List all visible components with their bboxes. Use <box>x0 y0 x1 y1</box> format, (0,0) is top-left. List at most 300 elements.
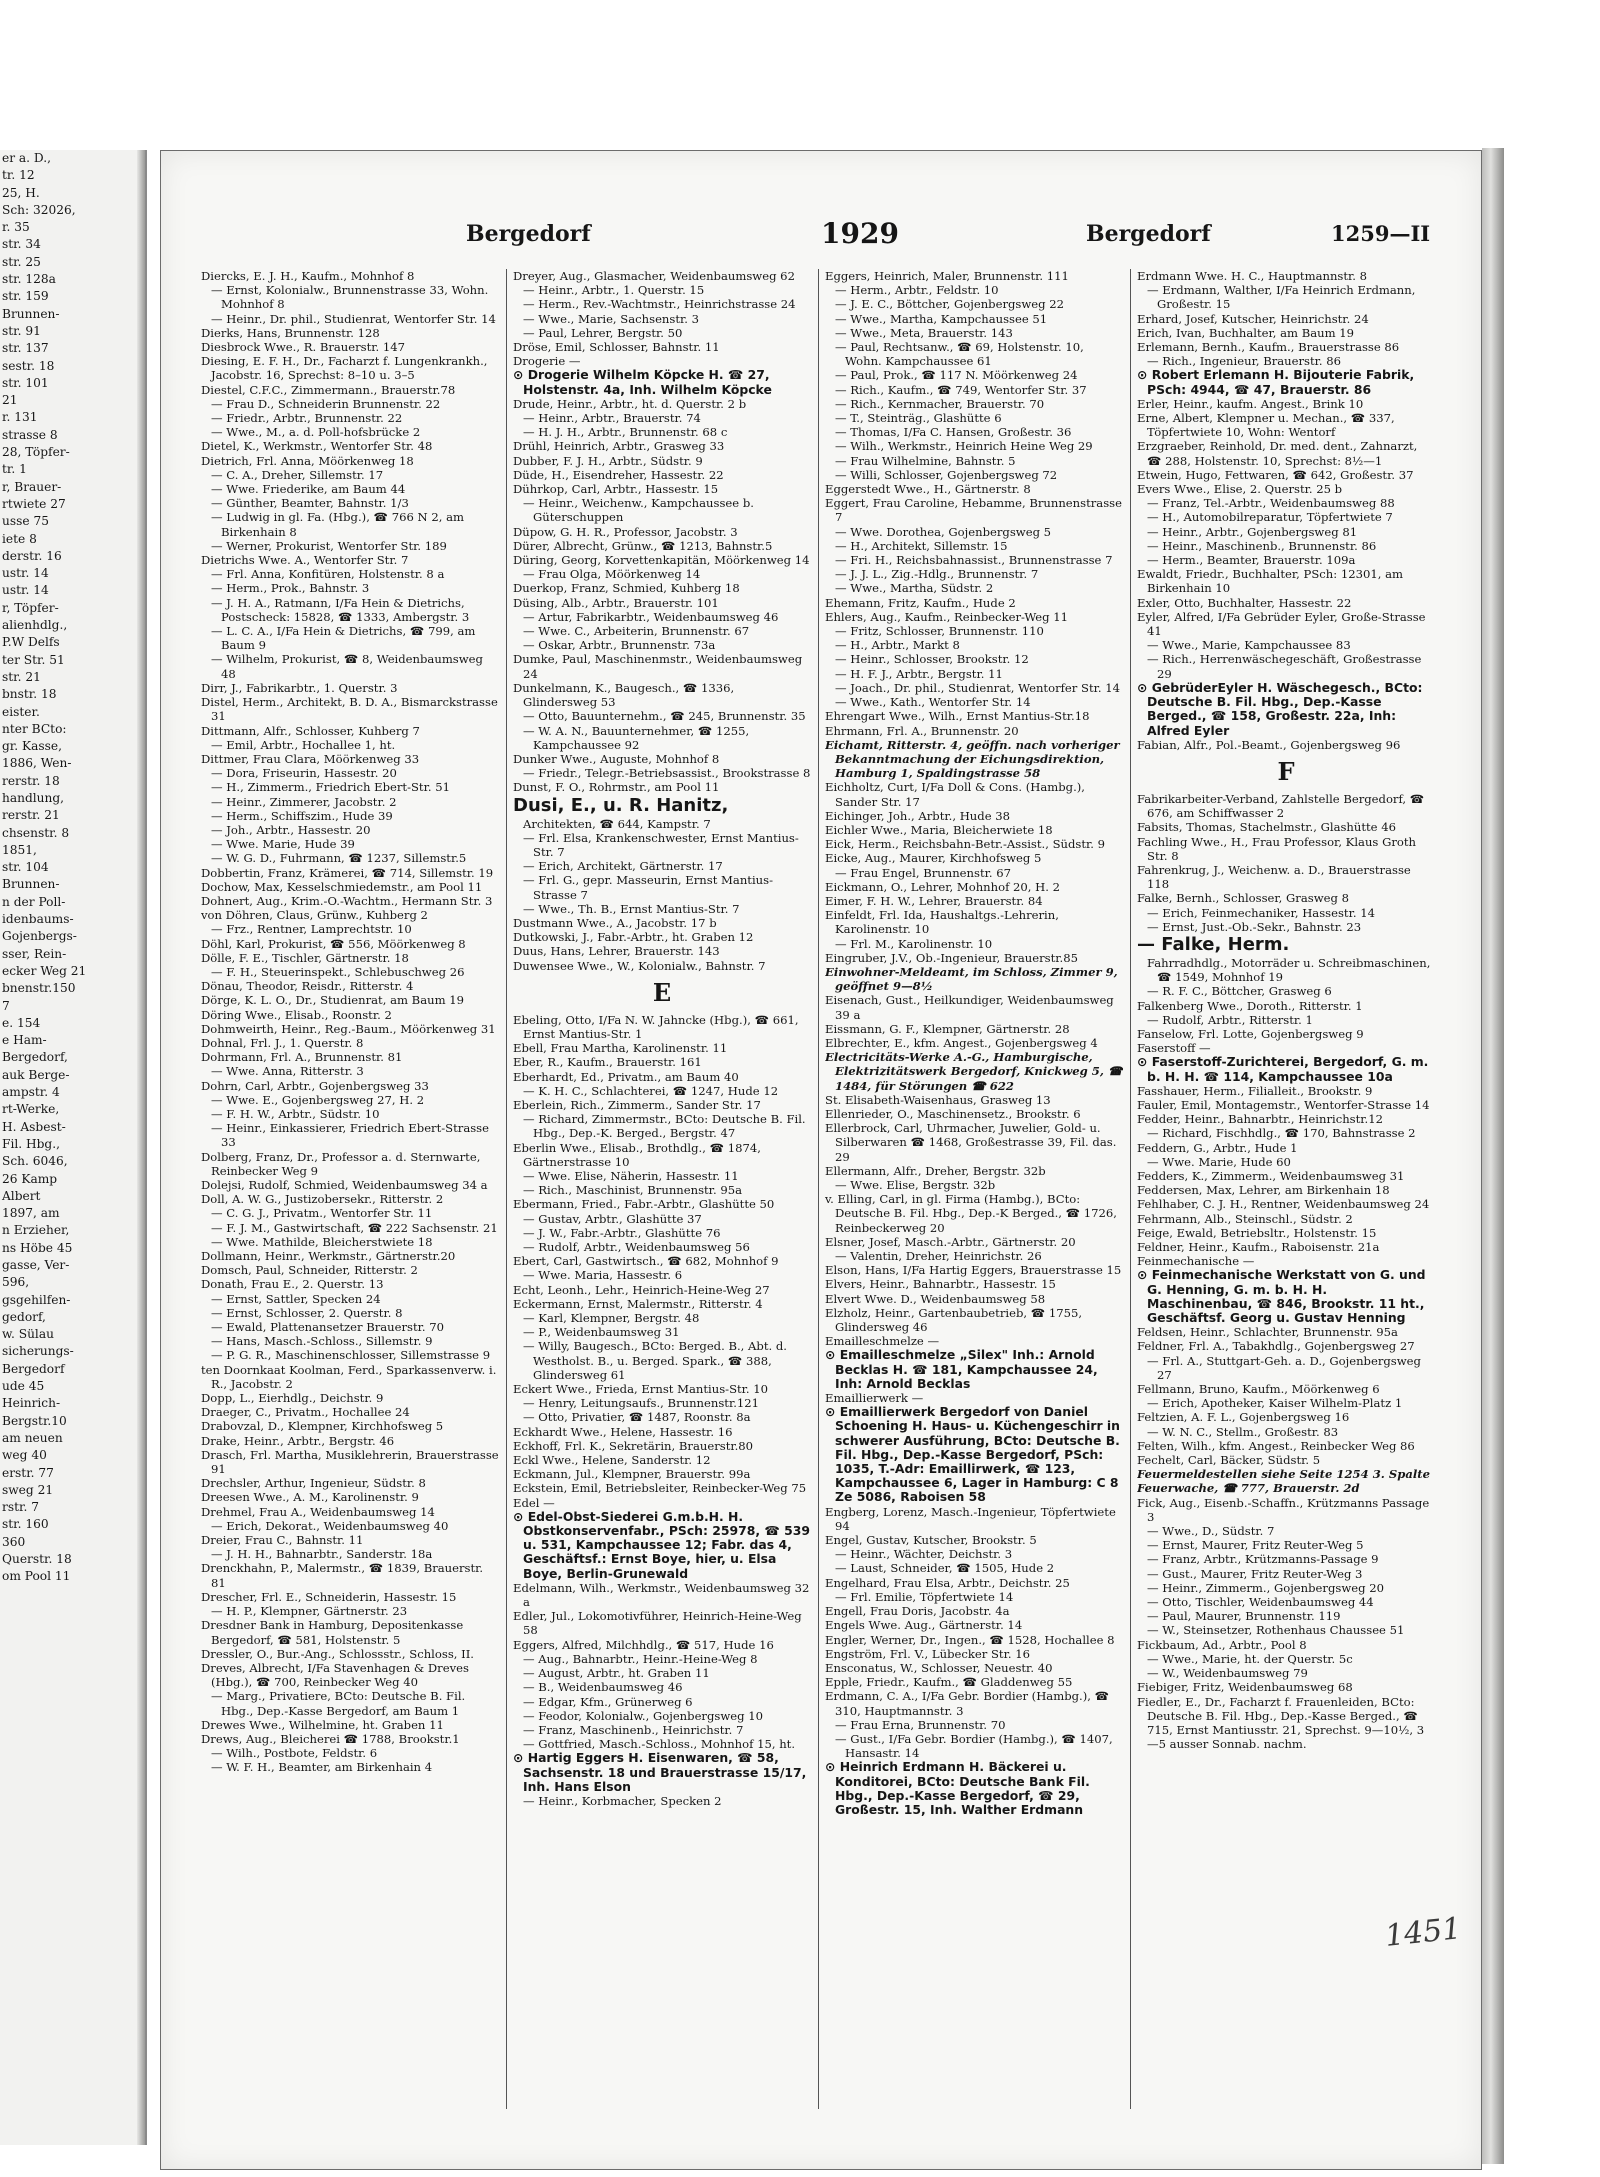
directory-entry: — Joach., Dr. phil., Studienrat, Wentorfer Str. 14 <box>835 680 1120 695</box>
directory-entry: Architekten, ☎ 644, Kampstr. 7 <box>523 816 711 831</box>
directory-entry: Edler, Jul., Lokomotivführer, Heinrich-Heine-Weg 58 <box>513 1609 802 1638</box>
previous-page-line: alienhdlg., <box>2 618 68 633</box>
previous-page-line: ecker Weg 21 <box>2 963 87 978</box>
directory-entry: Fedder, Heinr., Bahnarbtr., Heinrichstr.12 <box>1137 1112 1383 1127</box>
directory-entry: Eimer, F. H. W., Lehrer, Brauerstr. 84 <box>825 893 1043 908</box>
directory-entry: Epple, Friedr., Kaufm., ☎ Gladdenweg 55 <box>825 1675 1073 1690</box>
directory-entry: Ebell, Frau Martha, Karolinenstr. 11 <box>513 1041 728 1056</box>
previous-page-line: str. 128a <box>2 272 56 287</box>
directory-entry: — Fri. H., Reichsbahnassist., Brunnenstrasse 7 <box>835 553 1113 568</box>
directory-entry: — Paul, Rechtsanw., ☎ 69, Holstenstr. 10, Wohn. Kampchaussee 61 <box>835 340 1084 369</box>
previous-page-line: nter BCto: <box>2 721 67 736</box>
previous-page-line: 360 <box>2 1534 26 1549</box>
previous-page-line: eister. <box>2 704 40 719</box>
directory-entry: Ehrmann, Frl. A., Brunnenstr. 20 <box>825 723 1019 738</box>
directory-entry: — Frl. A., Stuttgart-Geh. a. D., Gojenbergsweg 27 <box>1147 1353 1421 1382</box>
directory-entry: Feige, Ewald, Betriebsltr., Holstenstr. 15 <box>1137 1225 1377 1240</box>
directory-entry: — Otto, Bauunternehm., ☎ 245, Brunnenstr. 35 <box>523 709 806 724</box>
previous-page-line: 28, Töpfer- <box>2 445 70 460</box>
directory-entry: Fabian, Alfr., Pol.-Beamt., Gojenbergsweg 96 <box>1137 737 1401 752</box>
previous-page-line: usse 75 <box>2 514 49 529</box>
directory-entry: Dresdner Bank in Hamburg, Depositenkasse Bergedorf, ☎ 581, Holstenstr. 5 <box>201 1618 464 1647</box>
directory-entry: — Heinr., Arbtr., Brauerstr. 74 <box>523 411 701 426</box>
directory-entry: — Ludwig in gl. Fa. (Hbg.), ☎ 766 N 2, am Birkenhain 8 <box>211 510 464 539</box>
directory-entry: Fasshauer, Herm., Filialleit., Brookstr. 9 <box>1137 1083 1373 1098</box>
directory-entry: — C. A., Dreher, Sillemstr. 17 <box>211 467 384 482</box>
directory-entry: — Wwe., Marie, Kampchaussee 83 <box>1147 638 1351 653</box>
previous-page-line: 25, H. <box>2 185 40 200</box>
directory-entry: Ebeling, Otto, I/Fa N. W. Jahncke (Hbg.), ☎ 661, Ernst Mantius-Str. 1 <box>513 1012 799 1041</box>
directory-entry: Eyler, Alfred, I/Fa Gebrüder Eyler, Große-Strasse 41 <box>1137 609 1426 639</box>
business-advertisement: ⊙ Heinrich Erdmann H. Bäckerei u. Konditorei, BCto: Deutsche Bank Fil. Hbg., Dep.-Kasse Bergedorf, ☎ 29, Großestr. 15, Inh. Walther Erdmann <box>825 1759 1090 1817</box>
previous-page-line: Sch: 32026, <box>2 202 76 217</box>
previous-page-line: iete 8 <box>2 531 37 546</box>
directory-entry: — Willy, Baugesch., BCto: Berged. B., Abt. d. Westholst. B., u. Berged. Spark., ☎ 388, Glindersweg 61 <box>523 1339 787 1382</box>
directory-entry: Doll, A. W. G., Justizobersekr., Ritterstr. 2 <box>201 1192 444 1207</box>
directory-entry: — Emil, Arbtr., Hochallee 1, ht. <box>211 737 396 752</box>
directory-entry: Eckhoff, Frl. K., Sekretärin, Brauerstr.80 <box>513 1438 754 1453</box>
directory-entry: Fabrikarbeiter-Verband, Zahlstelle Bergedorf, ☎ 676, am Schiffwasser 2 <box>1137 791 1425 821</box>
directory-entry: Dunkelmann, K., Baugesch., ☎ 1336, Glindersweg 53 <box>513 680 735 710</box>
previous-page-line: tr. 1 <box>2 462 27 477</box>
directory-entry: Dubber, F. J. H., Arbtr., Südstr. 9 <box>513 453 703 468</box>
directory-entry: Eckmann, Jul., Klempner, Brauerstr. 99a <box>513 1467 751 1482</box>
directory-entry: Drenckhahn, P., Malermstr., ☎ 1839, Brauerstr. 81 <box>201 1561 484 1590</box>
directory-entry: — H. J. H., Arbtr., Brunnenstr. 68 c <box>523 425 728 440</box>
directory-entry: — Wilh., Werkmstr., Heinrich Heine Weg 29 <box>835 439 1093 454</box>
previous-page-line: Albert <box>2 1188 41 1203</box>
directory-entry: Engler, Werner, Dr., Ingen., ☎ 1528, Hochallee 8 <box>825 1632 1115 1647</box>
previous-page-line: 596, <box>2 1275 30 1290</box>
directory-entry: Dopp, L., Eierhdlg., Deichstr. 9 <box>201 1391 384 1406</box>
directory-entry: Duwensee Wwe., W., Kolonialw., Bahnstr. 7 <box>513 958 766 973</box>
directory-entry: Erlemann, Bernh., Kaufm., Brauerstrasse 86 <box>1137 340 1400 355</box>
column-3 <box>825 269 1123 2109</box>
directory-entry: Drehmel, Frau A., Weidenbaumsweg 14 <box>201 1504 435 1519</box>
previous-page-line: ampstr. 4 <box>2 1085 60 1100</box>
directory-entry: — Otto, Privatier, ☎ 1487, Roonstr. 8a <box>523 1410 751 1425</box>
directory-entry: Engel, Gustav, Kutscher, Brookstr. 5 <box>825 1533 1037 1548</box>
directory-entry: Düde, H., Eisendreher, Hassestr. 22 <box>513 467 724 482</box>
directory-entry: — B., Weidenbaumsweg 46 <box>523 1680 683 1695</box>
directory-page <box>160 150 1482 2170</box>
previous-page-line: Bergedorf, <box>2 1050 68 1065</box>
directory-entry: Dührkop, Carl, Arbtr., Hassestr. 15 <box>513 482 719 497</box>
directory-entry: — Wwe. Elise, Näherin, Hassestr. 11 <box>523 1168 739 1183</box>
section-letter: E <box>652 977 672 1007</box>
previous-page-line: str. 91 <box>2 323 41 338</box>
previous-page-line: 26 Kamp <box>2 1171 58 1186</box>
previous-page-line: r, Brauer- <box>2 479 62 494</box>
directory-entry: Dolberg, Franz, Dr., Professor a. d. Sternwarte, Reinbecker Weg 9 <box>201 1149 481 1178</box>
previous-page-line: Bergstr.10 <box>2 1413 67 1428</box>
directory-entry: Eckl Wwe., Helene, Sanderstr. 12 <box>513 1453 711 1468</box>
directory-entry: — J. J. L., Zig.-Hdlg., Brunnenstr. 7 <box>835 567 1039 582</box>
directory-entry: — Frau Olga, Möörkenweg 14 <box>523 567 701 582</box>
directory-entry: — Oskar, Arbtr., Brunnenstr. 73a <box>523 638 716 653</box>
header-page-number: 1259—II <box>1331 221 1431 246</box>
directory-entry: — Valentin, Dreher, Heinrichstr. 26 <box>835 1249 1042 1264</box>
previous-page-line: str. 101 <box>2 375 49 390</box>
previous-page-line: n der Poll- <box>2 894 66 909</box>
directory-entry: Erzgraeber, Reinhold, Dr. med. dent., Zahnarzt, ☎ 288, Holstenstr. 10, Sprechst: 8½—1 <box>1137 439 1418 468</box>
directory-entry: — Ernst, Just.-Ob.-Sekr., Bahnstr. 23 <box>1147 919 1362 934</box>
directory-entry: — W. G. D., Fuhrmann, ☎ 1237, Sillemstr.5 <box>211 851 467 866</box>
directory-entry: — Wwe., Kath., Wentorfer Str. 14 <box>835 695 1031 710</box>
directory-entry: ten Doornkaat Koolman, Ferd., Sparkassenverw. i. R., Jacobstr. 2 <box>201 1362 497 1391</box>
directory-entry: Eckermann, Ernst, Malermstr., Ritterstr. 4 <box>513 1296 763 1311</box>
previous-page-line: 1897, am <box>2 1206 60 1221</box>
directory-entry: Eingruber, J.V., Ob.-Ingenieur, Brauerstr.85 <box>825 950 1078 965</box>
directory-entry: — Heinr., Maschinenb., Brunnenstr. 86 <box>1147 538 1377 553</box>
directory-entry: — Wwe., Martha, Kampchaussee 51 <box>835 311 1048 326</box>
directory-entry: — Heinr., Zimmerer, Jacobstr. 2 <box>211 794 397 809</box>
directory-entry: Fechelt, Carl, Bäcker, Südstr. 5 <box>1137 1453 1321 1468</box>
previous-page-line: er a. D., <box>2 151 52 165</box>
highlighted-entry: Dusi, E., u. R. Hanitz, <box>513 794 729 816</box>
directory-entry: — Frl. M., Karolinenstr. 10 <box>835 936 993 951</box>
directory-entry: Ensconatus, W., Schlosser, Neuestr. 40 <box>825 1660 1053 1675</box>
directory-entry: Elzholz, Heinr., Gartenbaubetrieb, ☎ 1755, Glindersweg 46 <box>825 1305 1083 1335</box>
directory-entry: — Franz, Maschinenb., Heinrichstr. 7 <box>523 1722 744 1737</box>
directory-entry: — H., Automobilreparatur, Töpfertwiete 7 <box>1147 510 1393 525</box>
directory-entry: v. Elling, Carl, in gl. Firma (Hambg.), BCto: Deutsche B. Fil. Hbg., Dep.-K Berged., ☎ 1726, Reinbeckerweg 20 <box>825 1192 1117 1235</box>
previous-page-line: handlung, <box>2 790 65 805</box>
directory-entry: — August, Arbtr., ht. Graben 11 <box>523 1666 710 1681</box>
directory-entry: Duus, Hans, Lehrer, Brauerstr. 143 <box>513 944 720 959</box>
directory-entry: Donath, Frau E., 2. Querstr. 13 <box>201 1277 384 1292</box>
previous-page-line: str. 137 <box>2 341 49 356</box>
directory-entry: Emaillierwerk — <box>825 1391 924 1406</box>
directory-entry: Drasch, Frl. Martha, Musiklehrerin, Brauerstrasse 91 <box>201 1447 499 1477</box>
previous-page-line: Brunnen- <box>2 306 60 321</box>
previous-page-line: weg 40 <box>2 1448 47 1463</box>
directory-entry: — Wilhelm, Prokurist, ☎ 8, Weidenbaumsweg 48 <box>211 652 483 681</box>
directory-entry: — Werner, Prokurist, Wentorfer Str. 189 <box>211 538 447 553</box>
directory-entry: — Heinr., Wächter, Deichstr. 3 <box>835 1547 1013 1562</box>
directory-entry: — R. F. C., Böttcher, Grasweg 6 <box>1147 984 1332 999</box>
highlighted-entry: — Falke, Herm. <box>1137 933 1290 955</box>
directory-entry: — Richard, Fischhdlg., ☎ 170, Bahnstrasse 2 <box>1147 1126 1416 1141</box>
previous-page-line: H. Asbest- <box>2 1119 66 1134</box>
directory-entry: Drake, Heinr., Arbtr., Bergstr. 46 <box>201 1433 395 1448</box>
directory-entry: Fick, Aug., Eisenb.-Schaffn., Krützmanns Passage 3 <box>1137 1495 1430 1524</box>
directory-entry: Fahrradhdlg., Motorräder u. Schreibmaschinen, ☎ 1549, Mohnhof 19 <box>1147 955 1431 985</box>
directory-entry: — Frau Erna, Brunnenstr. 70 <box>835 1717 1006 1732</box>
directory-entry: Elvert Wwe. D., Weidenbaumsweg 58 <box>825 1291 1046 1306</box>
directory-entry: — W. F. H., Beamter, am Birkenhain 4 <box>211 1760 433 1775</box>
directory-entry: Elvers, Heinr., Bahnarbtr., Hassestr. 15 <box>825 1277 1056 1292</box>
directory-entry: — Ernst, Kolonialw., Brunnenstrasse 33, Wohn. Mohnhof 8 <box>211 283 489 312</box>
directory-entry: Fanselow, Frl. Lotte, Gojenbergsweg 9 <box>1137 1026 1364 1041</box>
directory-entry: Dollmann, Heinr., Werkmstr., Gärtnerstr.20 <box>201 1249 456 1264</box>
directory-entry: Dietel, K., Werkmstr., Wentorfer Str. 48 <box>201 439 433 454</box>
directory-entry: — Wwe. Friederike, am Baum 44 <box>211 482 406 497</box>
directory-entry: — Paul, Maurer, Brunnenstr. 119 <box>1147 1609 1341 1624</box>
directory-entry: — Wwe. Maria, Hassestr. 6 <box>523 1268 683 1283</box>
directory-entry: Feddersen, Max, Lehrer, am Birkenhain 18 <box>1137 1183 1390 1198</box>
directory-entry: Fehrmann, Alb., Steinschl., Südstr. 2 <box>1137 1211 1353 1226</box>
directory-entry: Eichholtz, Curt, I/Fa Doll & Cons. (Hambg.), Sander Str. 17 <box>825 780 1085 809</box>
previous-page-line: Gojenbergs- <box>2 929 77 944</box>
previous-page-line: e. 154 <box>2 1015 41 1030</box>
directory-entry: — J. W., Fabr.-Arbtr., Glashütte 76 <box>523 1225 721 1240</box>
directory-entry: — Wwe. Marie, Hude 60 <box>1147 1154 1291 1169</box>
directory-entry: Dreesen Wwe., A. M., Karolinenstr. 9 <box>201 1490 419 1505</box>
directory-entry: — Hans, Masch.-Schloss., Sillemstr. 9 <box>211 1334 433 1349</box>
previous-page-line: n Erzieher, <box>2 1223 70 1238</box>
directory-entry: Evers Wwe., Elise, 2. Querstr. 25 b <box>1137 482 1343 497</box>
directory-entry: Dölle, F. E., Tischler, Gärtnerstr. 18 <box>201 950 409 965</box>
directory-entry: Domsch, Paul, Schneider, Ritterstr. 2 <box>201 1263 418 1278</box>
directory-entry: — Herm., Beamter, Brauerstr. 109a <box>1147 553 1356 568</box>
previous-page-line: ns Höbe 45 <box>2 1240 73 1255</box>
directory-entry: — P. G. R., Maschinenschlosser, Sillemstrasse 9 <box>211 1348 491 1363</box>
previous-page-line: w. Sülau <box>2 1327 54 1342</box>
directory-entry: Erne, Albert, Klempner u. Mechan., ☎ 337, Töpfertwiete 10, Wohn: Wentorf <box>1137 411 1395 440</box>
previous-page-line: 7 <box>2 998 10 1013</box>
directory-entry: — W., Weidenbaumsweg 79 <box>1147 1666 1308 1681</box>
directory-entry: — Frau D., Schneiderin Brunnenstr. 22 <box>211 396 441 411</box>
column-divider <box>1130 269 1131 2109</box>
previous-page-line: chsenstr. 8 <box>2 825 70 840</box>
directory-entry: Feinmechanische — <box>1137 1254 1255 1269</box>
directory-entry: Fiedler, E., Dr., Facharzt f. Frauenleiden, BCto: Deutsche B. Fil. Hbg., Dep.-Kasse Berged., ☎ 715, Ernst Mantiusstr. 21, Sprechst. 9—10½, 3—5 ausser Sonnab. nachm. <box>1137 1694 1425 1752</box>
directory-entry: Eggerstedt Wwe., H., Gärtnerstr. 8 <box>825 482 1031 497</box>
directory-entry: Edelmann, Wilh., Werkmstr., Weidenbaumsweg 32 a <box>513 1580 810 1610</box>
directory-entry: Ebermann, Fried., Fabr.-Arbtr., Glashütte 50 <box>513 1197 775 1212</box>
column-divider <box>818 269 819 2109</box>
directory-entry: Drude, Heinr., Arbtr., ht. d. Querstr. 2 b <box>513 396 747 411</box>
directory-entry: Einfeldt, Frl. Ida, Haushaltgs.-Lehrerin, Karolinenstr. 10 <box>825 908 1059 937</box>
section-letter: F <box>1277 756 1295 786</box>
previous-page-line: r. 131 <box>2 410 38 425</box>
previous-page-line: tr. 12 <box>2 168 35 183</box>
directory-entry: Feltzien, A. F. L., Gojenbergsweg 16 <box>1137 1410 1350 1425</box>
directory-entry: Eckstein, Emil, Betriebsleiter, Reinbecker-Weg 75 <box>513 1481 807 1496</box>
directory-entry: Fellmann, Bruno, Kaufm., Möörkenweg 6 <box>1137 1382 1380 1397</box>
previous-page-line: 1886, Wen- <box>2 756 72 771</box>
previous-page-line: ustr. 14 <box>2 583 49 598</box>
institution-entry: Feuermeldestellen siehe Seite 1254 3. Spalte <box>1137 1467 1430 1482</box>
directory-entry: Ehrengart Wwe., Wilh., Ernst Mantius-Str.18 <box>825 709 1090 724</box>
directory-entry: Dreyer, Aug., Glasmacher, Weidenbaumsweg 62 <box>513 269 795 283</box>
directory-entry: — Erich, Architekt, Gärtnerstr. 17 <box>523 859 723 874</box>
previous-page-line: auk Berge- <box>2 1067 70 1082</box>
directory-entry: — Heinr., Schlosser, Brookstr. 12 <box>835 652 1029 667</box>
directory-entry: — Heinr., Weichenw., Kampchaussee b. Güterschuppen <box>523 496 754 525</box>
directory-entry: Dürer, Albrecht, Grünw., ☎ 1213, Bahnstr.5 <box>513 538 773 553</box>
directory-entry: Duerkop, Franz, Schmied, Kuhberg 18 <box>513 581 740 596</box>
directory-entry: — Rich., Kaufm., ☎ 749, Wentorfer Str. 37 <box>835 382 1087 397</box>
directory-entry: — Rich., Kernmacher, Brauerstr. 70 <box>835 396 1045 411</box>
directory-entry: Engelhard, Frau Elsa, Arbtr., Deichstr. 25 <box>825 1575 1070 1590</box>
previous-page-line: erstr. 77 <box>2 1465 54 1480</box>
directory-entry: — H. F. J., Arbtr., Bergstr. 11 <box>835 666 1003 681</box>
directory-entry: — Erdmann, Walther, I/Fa Heinrich Erdmann, Großestr. 15 <box>1147 283 1416 312</box>
previous-page-line: rstr. 7 <box>2 1500 39 1515</box>
column-4 <box>1137 269 1435 2109</box>
previous-page-line: Bergedorf <box>2 1361 65 1376</box>
directory-entry: Erdmann, C. A., I/Fa Gebr. Bordier (Hambg.), ☎ 310, Hauptmannstr. 3 <box>825 1689 1110 1718</box>
directory-entry: — Heinr., Einkassierer, Friedrich Ebert-Strasse 33 <box>211 1121 489 1150</box>
previous-page-line: om Pool 11 <box>2 1569 71 1584</box>
column-2 <box>513 269 811 2109</box>
directory-entry: — Dora, Friseurin, Hassestr. 20 <box>211 766 397 781</box>
directory-entry: St. Elisabeth-Waisenhaus, Grasweg 13 <box>825 1092 1051 1107</box>
directory-entry: Feddern, G., Arbtr., Hude 1 <box>1137 1140 1298 1155</box>
business-advertisement: ⊙ Feinmechanische Werkstatt von G. und G. Henning, G. m. b. H. H. Maschinenbau, ☎ 846, Brookstr. 11 ht., Geschäftsf. Georg u. Gustav Henning <box>1137 1267 1426 1326</box>
directory-entry: Diestel, C.F.C., Zimmermann., Brauerstr.78 <box>201 382 456 397</box>
directory-entry: Eissmann, G. F., Klempner, Gärtnerstr. 28 <box>825 1021 1070 1036</box>
directory-entry: Dietrich, Frl. Anna, Möörkenweg 18 <box>201 453 414 468</box>
directory-entry: Eberhardt, Ed., Privatm., am Baum 40 <box>513 1069 739 1084</box>
previous-page-line: gsgehilfen- <box>2 1292 71 1307</box>
directory-entry: — Herm., Arbtr., Feldstr. 10 <box>835 283 999 298</box>
directory-entry: — Wwe. Mathilde, Bleicherstwiete 18 <box>211 1234 433 1249</box>
directory-entry: — J. H. A., Ratmann, I/Fa Hein & Dietrichs, Postscheck: 15828, ☎ 1333, Ambergstr. 3 <box>211 595 470 624</box>
previous-page-text <box>0 150 145 1586</box>
directory-entry: Drews, Aug., Bleicherei ☎ 1788, Brookstr.1 <box>201 1731 460 1746</box>
header-year: 1929 <box>821 217 899 250</box>
directory-entry: Feldner, Frl. A., Tabakhdlg., Gojenbergsweg 27 <box>1137 1339 1415 1354</box>
directory-entry: — Aug., Bahnarbtr., Heinr.-Heine-Weg 8 <box>523 1651 758 1666</box>
directory-entry: — C. G. J., Privatm., Wentorfer Str. 11 <box>211 1206 433 1221</box>
directory-entry: — Edgar, Kfm., Grünerweg 6 <box>523 1694 693 1709</box>
business-advertisement: ⊙ Hartig Eggers H. Eisenwaren, ☎ 58, Sachsenstr. 18 und Brauerstrasse 15/17, Inh. Hans Elson <box>513 1750 807 1794</box>
page-gutter <box>137 150 145 2145</box>
directory-entry: — Frl. Elsa, Krankenschwester, Ernst Mantius-Str. 7 <box>523 830 799 859</box>
directory-columns <box>201 269 1441 2109</box>
directory-entry: Fauler, Emil, Montagemstr., Wentorfer-Strasse 14 <box>1137 1097 1430 1112</box>
directory-entry: Elson, Hans, I/Fa Hartig Eggers, Brauerstrasse 15 <box>825 1263 1122 1278</box>
directory-entry: Elsner, Josef, Masch.-Arbtr., Gärtnerstr. 20 <box>825 1234 1076 1249</box>
directory-entry: Düring, Georg, Korvettenkapitän, Möörkenweg 14 <box>513 553 810 568</box>
directory-entry: Dreier, Frau C., Bahnstr. 11 <box>201 1533 364 1548</box>
page-header <box>201 217 1441 261</box>
previous-page-line: str. 160 <box>2 1517 49 1532</box>
directory-entry: Fedders, K., Zimmerm., Weidenbaumsweg 31 <box>1137 1168 1405 1183</box>
directory-entry: Döring Wwe., Elisab., Roonstr. 2 <box>201 1007 392 1022</box>
directory-entry: — Wwe., Th. B., Ernst Mantius-Str. 7 <box>523 901 740 916</box>
previous-page-strip <box>0 150 147 2145</box>
directory-entry: — Rudolf, Arbtr., Ritterstr. 1 <box>1147 1012 1313 1027</box>
directory-entry: — Gust., I/Fa Gebr. Bordier (Hambg.), ☎ 1407, Hansastr. 14 <box>835 1731 1113 1761</box>
directory-entry: Eggers, Heinrich, Maler, Brunnenstr. 111 <box>825 269 1069 283</box>
business-advertisement: ⊙ Emailleschmelze „Silex" Inh.: Arnold Becklas H. ☎ 181, Kampchaussee 24, Inh: Arnold Becklas <box>825 1347 1098 1391</box>
previous-page-line: str. 104 <box>2 860 49 875</box>
directory-entry: — Wwe., Marie, Sachsenstr. 3 <box>523 311 700 326</box>
page-edge <box>1482 148 1504 2164</box>
directory-entry: Eicke, Aug., Maurer, Kirchhofsweg 5 <box>825 851 1042 866</box>
directory-entry: — Ernst, Schlosser, 2. Querstr. 8 <box>211 1305 403 1320</box>
directory-entry: — Paul, Lehrer, Bergstr. 50 <box>523 325 683 340</box>
previous-page-line: 1851, <box>2 842 37 857</box>
directory-entry: Dutkowski, J., Fabr.-Arbtr., ht. Graben 12 <box>513 930 754 945</box>
directory-entry: Eberlin Wwe., Elisab., Brothdlg., ☎ 1874, Gärtnerstrasse 10 <box>513 1140 761 1169</box>
directory-entry: Dönau, Theodor, Reisdr., Ritterstr. 4 <box>201 979 414 994</box>
previous-page-line: Querstr. 18 <box>2 1552 72 1567</box>
directory-entry: — Wwe. Elise, Bergstr. 32b <box>835 1178 996 1192</box>
directory-entry: Dierks, Hans, Brunnenstr. 128 <box>201 325 380 340</box>
directory-entry: — T., Steinträg., Glashütte 6 <box>835 411 1002 426</box>
directory-entry: Ewaldt, Friedr., Buchhalter, PSch: 12301, am Birkenhain 10 <box>1137 567 1404 596</box>
directory-entry: Eberlein, Rich., Zimmerm., Sander Str. 17 <box>513 1097 761 1112</box>
directory-entry: — H., Architekt, Sillemstr. 15 <box>835 538 1008 553</box>
previous-page-line: e Ham- <box>2 1033 47 1048</box>
previous-page-line: sicherungs- <box>2 1344 74 1359</box>
directory-entry: Dolejsi, Rudolf, Schmied, Weidenbaumsweg 34 a <box>201 1178 488 1192</box>
directory-entry: — Frl. G., gepr. Masseurin, Ernst Mantius-Strasse 7 <box>523 873 774 902</box>
previous-page-line: rerstr. 21 <box>2 808 60 823</box>
directory-entry: — Wwe., M., a. d. Poll-hofsbrücke 2 <box>211 425 421 440</box>
directory-entry: — Ernst, Maurer, Fritz Reuter-Weg 5 <box>1147 1538 1364 1553</box>
previous-page-line: gasse, Ver- <box>2 1258 70 1272</box>
previous-page-line: str. 21 <box>2 669 41 684</box>
business-advertisement: ⊙ GebrüderEyler H. Wäschegesch., BCto: Deutsche B. Fil. Hbg., Dep.-Kasse Berged., ☎ 158, Großestr. 22a, Inh: Alfred Eyler <box>1137 679 1423 738</box>
previous-page-line: str. 25 <box>2 254 41 269</box>
directory-entry: — Frau Wilhelmine, Bahnstr. 5 <box>835 453 1016 468</box>
directory-entry: Engell, Frau Doris, Jacobstr. 4a <box>825 1604 1010 1619</box>
directory-entry: Eick, Herm., Reichsbahn-Betr.-Assist., Südstr. 9 <box>825 837 1106 852</box>
directory-entry: Dohmweirth, Heinr., Reg.-Baum., Möörkenweg 31 <box>201 1021 496 1036</box>
directory-entry: — Laust, Schneider, ☎ 1505, Hude 2 <box>835 1561 1055 1576</box>
business-advertisement: ⊙ Drogerie Wilhelm Köpcke H. ☎ 27, Holstenstr. 4a, Inh. Wilhelm Köpcke <box>513 367 772 397</box>
previous-page-line: P.W Delfs <box>2 635 60 650</box>
directory-entry: — Frau Engel, Brunnenstr. 67 <box>835 865 1012 880</box>
directory-entry: Erich, Ivan, Buchhalter, am Baum 19 <box>1137 325 1355 340</box>
directory-entry: — Herm., Schiffszim., Hude 39 <box>211 808 393 823</box>
previous-page-line: Fil. Hbg., <box>2 1136 60 1151</box>
previous-page-line: ustr. 14 <box>2 566 49 581</box>
previous-page-line: idenbaums- <box>2 912 74 927</box>
directory-entry: — Wwe. C., Arbeiterin, Brunnenstr. 67 <box>523 624 750 639</box>
directory-entry: Feldsen, Heinr., Schlachter, Brunnenstr. 95a <box>1137 1325 1398 1340</box>
business-advertisement: ⊙ Robert Erlemann H. Bijouterie Fabrik, PSch: 4944, ☎ 47, Brauerstr. 86 <box>1137 367 1415 397</box>
directory-entry: Fehlhaber, C. J. H., Rentner, Weidenbaumsweg 24 <box>1137 1197 1430 1212</box>
directory-entry: — Joh., Arbtr., Hassestr. 20 <box>211 822 371 837</box>
directory-entry: — Rich., Ingenieur, Brauerstr. 86 <box>1147 354 1342 369</box>
directory-entry: Faserstoff — <box>1137 1041 1211 1056</box>
directory-entry: — Herm., Rev.-Wachtmstr., Heinrichstrasse 24 <box>523 297 796 312</box>
directory-entry: — Wwe., D., Südstr. 7 <box>1147 1524 1275 1539</box>
directory-entry: Engström, Frl. V., Lübecker Str. 16 <box>825 1646 1030 1661</box>
directory-entry: — Wwe. Dorothea, Gojenbergsweg 5 <box>835 524 1052 539</box>
directory-entry: — Frz., Rentner, Lamprechtstr. 10 <box>211 922 412 937</box>
directory-entry: — Friedr., Arbtr., Brunnenstr. 22 <box>211 411 403 426</box>
previous-page-line: str. 34 <box>2 237 41 252</box>
directory-entry: — Erich, Dekorat., Weidenbaumsweg 40 <box>211 1518 449 1533</box>
previous-page-line: gedorf, <box>2 1309 46 1324</box>
directory-entry: — Rich., Maschinist, Brunnenstr. 95a <box>523 1183 742 1198</box>
directory-entry: Drewes Wwe., Wilhelmine, ht. Graben 11 <box>201 1717 444 1732</box>
directory-entry: — Heinr., Arbtr., 1. Querstr. 15 <box>523 283 705 298</box>
directory-entry: Falke, Bernh., Schlosser, Grasweg 8 <box>1137 891 1349 906</box>
directory-entry: Engels Wwe. Aug., Gärtnerstr. 14 <box>825 1618 1023 1633</box>
directory-entry: — Erich, Apotheker, Kaiser Wilhelm-Platz 1 <box>1147 1396 1403 1411</box>
directory-entry: Diercks, E. J. H., Kaufm., Mohnhof 8 <box>201 269 415 283</box>
directory-entry: Dittmann, Alfr., Schlosser, Kuhberg 7 <box>201 723 420 738</box>
previous-page-line: str. 159 <box>2 289 49 304</box>
institution-entry: Einwohner-Meldeamt, im Schloss, Zimmer 9, geöffnet 9—8½ <box>825 964 1118 994</box>
directory-entry: — Rudolf, Arbtr., Weidenbaumsweg 56 <box>523 1240 750 1254</box>
directory-entry: — P., Weidenbaumsweg 31 <box>523 1325 680 1340</box>
previous-page-line: gr. Kasse, <box>2 739 63 754</box>
directory-entry: — Wwe. E., Gojenbergsweg 27, H. 2 <box>211 1092 425 1107</box>
previous-page-line: 21 <box>2 393 18 408</box>
directory-entry: — Friedr., Telegr.-Betriebsassist., Brookstrasse 8 <box>523 766 811 781</box>
directory-entry: — H., Arbtr., Markt 8 <box>835 638 960 653</box>
